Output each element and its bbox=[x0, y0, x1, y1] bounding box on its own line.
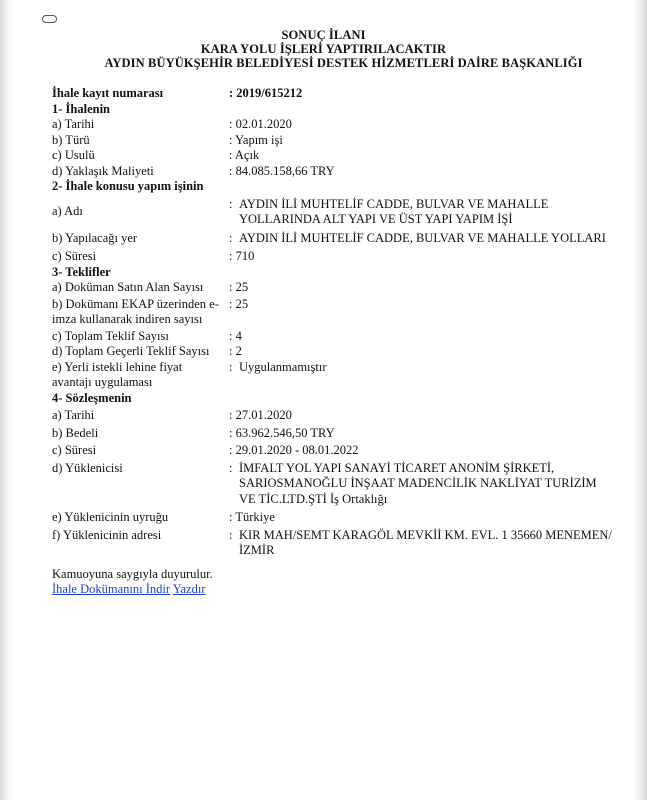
contract-date-label: a) Tarihi bbox=[52, 408, 95, 422]
contractor-row bbox=[52, 461, 612, 508]
valid-bids-row bbox=[52, 344, 612, 360]
contractor-value: İMFALT YOL YAPI SANAYİ TİCARET ANONİM ŞİRKETİ, SARIOSMANOĞLU İNŞAAT MADENCİLİK NAKLİYAT TURİZİM VE TİC.LTD.ŞTİ İş Ortaklığı bbox=[239, 460, 597, 506]
work-duration-row bbox=[52, 249, 612, 265]
work-name-value: AYDIN İLİ MUHTELİF CADDE, BULVAR VE MAHALLE YOLLARINDA ALT YAPI VE ÜST YAPI YAPIM İŞİ bbox=[239, 196, 549, 226]
tender-type-value: : Yapım işi bbox=[229, 132, 283, 147]
price-advantage-row bbox=[52, 360, 612, 391]
print-link[interactable]: Yazdır bbox=[172, 582, 206, 596]
work-location-colon: : bbox=[229, 230, 233, 245]
docs-purchased-row bbox=[52, 280, 612, 296]
total-bids-row bbox=[52, 329, 612, 345]
notice-title: SONUÇ İLANI bbox=[281, 28, 366, 42]
docs-purchased-value: : 25 bbox=[229, 280, 249, 294]
contract-duration-label: c) Süresi bbox=[52, 443, 97, 457]
estimated-cost-value: : 84.085.158,66 TRY bbox=[229, 163, 335, 178]
closing-text: Kamuoyuna saygıyla duyurulur. bbox=[52, 566, 213, 581]
valid-bids-value: : 2 bbox=[229, 344, 242, 358]
tender-date-row bbox=[52, 117, 612, 133]
contract-price-row bbox=[52, 426, 612, 442]
contract-price-label: b) Bedeli bbox=[52, 425, 99, 440]
registration-label: İhale kayıt numarası bbox=[52, 86, 164, 100]
registration-row bbox=[52, 86, 612, 102]
estimated-cost-row bbox=[52, 164, 612, 180]
docs-downloaded-row bbox=[52, 297, 612, 328]
section-3-title: 3- Teklifler bbox=[52, 264, 111, 279]
contract-date-value: : 27.01.2020 bbox=[229, 408, 292, 422]
docs-purchased-label: a) Doküman Satın Alan Sayısı bbox=[52, 280, 204, 294]
contract-duration-row bbox=[52, 443, 612, 459]
contractor-address-row bbox=[52, 528, 612, 559]
contractor-address-colon: : bbox=[229, 527, 233, 542]
work-name-label: a) Adı bbox=[52, 203, 83, 218]
contractor-address-label: f) Yüklenicinin adresi bbox=[52, 527, 162, 542]
work-location-label: b) Yapılacağı yer bbox=[52, 230, 138, 245]
tender-method-value: : Açık bbox=[229, 148, 260, 162]
notice-subtitle: KARA YOLU İŞLERİ YAPTIRILACAKTIR bbox=[200, 42, 447, 56]
contractor-nationality-value: : Türkiye bbox=[229, 510, 275, 524]
contractor-address-value: KIR MAH/SEMT KARAGÖL MEVKİİ KM. EVL. 1 35660 MENEMEN/İZMİR bbox=[239, 527, 612, 557]
contract-duration-value: : 29.01.2020 - 08.01.2022 bbox=[229, 443, 359, 457]
notice-body bbox=[52, 86, 612, 598]
work-name-colon: : bbox=[229, 196, 233, 211]
tender-date-label: a) Tarihi bbox=[52, 117, 95, 131]
work-duration-label: c) Süresi bbox=[52, 249, 97, 263]
notice-authority: AYDIN BÜYÜKŞEHİR BELEDİYESİ DESTEK HİZMETLERİ DAİRE BAŞKANLIĞI bbox=[104, 56, 583, 70]
status-pill-icon bbox=[42, 15, 57, 23]
contractor-colon: : bbox=[229, 460, 233, 475]
docs-downloaded-value: : 25 bbox=[229, 296, 249, 311]
estimated-cost-label: d) Yaklaşık Maliyeti bbox=[52, 163, 154, 178]
valid-bids-label: d) Toplam Geçerli Teklif Sayısı bbox=[52, 344, 210, 358]
tender-type-label: b) Türü bbox=[52, 132, 90, 147]
docs-downloaded-label: b) Dokümanı EKAP üzerinden e-imza kullanarak indiren sayısı bbox=[52, 296, 219, 326]
price-advantage-value: Uygulanmamıştır bbox=[239, 359, 327, 374]
work-duration-value: : 710 bbox=[229, 249, 255, 263]
price-advantage-colon: : bbox=[229, 359, 233, 374]
work-location-value: AYDIN İLİ MUHTELİF CADDE, BULVAR VE MAHALLE YOLLARI bbox=[239, 230, 606, 245]
contract-price-value: : 63.962.546,50 TRY bbox=[229, 425, 335, 440]
notice-header bbox=[0, 28, 647, 70]
footer bbox=[52, 567, 612, 598]
tender-method-row bbox=[52, 148, 612, 164]
total-bids-value: : 4 bbox=[229, 328, 242, 343]
download-documents-link[interactable]: İhale Dokümanını İndir bbox=[52, 582, 171, 596]
tender-type-row bbox=[52, 133, 612, 149]
price-advantage-label: e) Yerli istekli lehine fiyat avantajı uygulaması bbox=[52, 359, 183, 389]
registration-value: : 2019/615212 bbox=[229, 86, 303, 100]
work-location-row bbox=[52, 231, 612, 247]
contract-date-row bbox=[52, 408, 612, 424]
contractor-nationality-label: e) Yüklenicinin uyruğu bbox=[52, 510, 169, 524]
section-4-title: 4- Sözleşmenin bbox=[52, 390, 132, 405]
tender-date-value: : 02.01.2020 bbox=[229, 117, 292, 131]
section-1-title: 1- İhalenin bbox=[52, 101, 111, 116]
total-bids-label: c) Toplam Teklif Sayısı bbox=[52, 328, 169, 343]
contractor-label: d) Yüklenicisi bbox=[52, 460, 123, 475]
section-2-title: 2- İhale konusu yapım işinin bbox=[52, 179, 204, 193]
work-name-row bbox=[52, 197, 612, 228]
contractor-nationality-row bbox=[52, 510, 612, 526]
tender-method-label: c) Usulü bbox=[52, 148, 95, 162]
